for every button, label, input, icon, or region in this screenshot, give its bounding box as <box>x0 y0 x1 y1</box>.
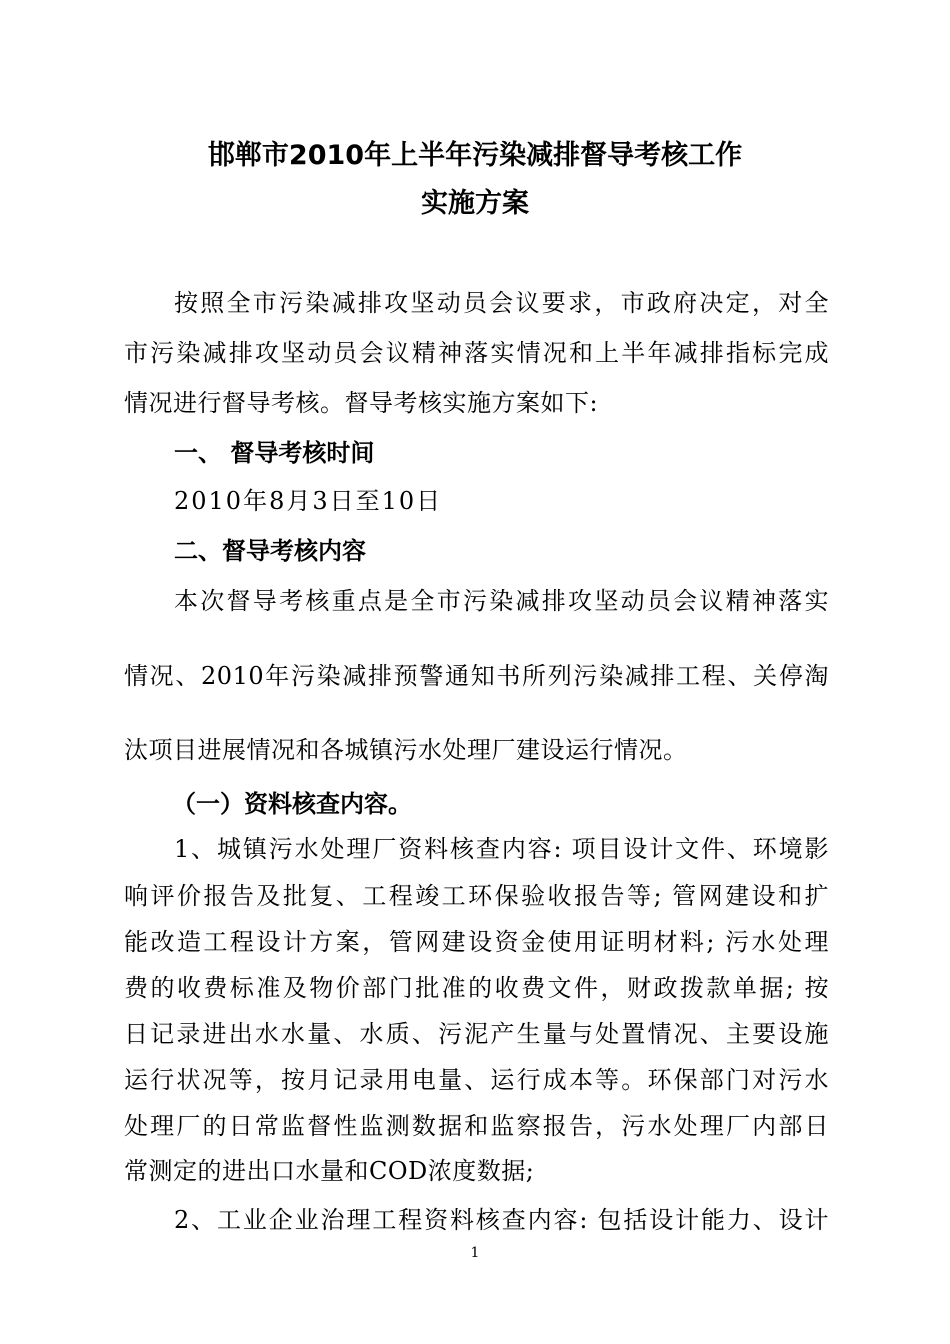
item-1-line: 费的收费标准及物价部门批准的收费文件，财政拨款单据; 按 <box>124 974 829 1002</box>
item-2-line: 2、工业企业治理工程资料核查内容: 包括设计能力、设计 <box>174 1206 829 1234</box>
intro-line: 市污染减排攻坚动员会议精神落实情况和上半年减排指标完成 <box>124 339 829 367</box>
section-1-heading: 一、 督导考核时间 <box>174 439 375 467</box>
subsection-1-heading: （一）资料核查内容。 <box>172 790 412 818</box>
page-number: 1 <box>470 1245 480 1261</box>
item-1-line: 响评价报告及批复、工程竣工环保验收报告等; 管网建设和扩 <box>124 882 829 910</box>
section-2-line: 情况、2010年污染减排预警通知书所列污染减排工程、关停淘 <box>124 662 829 690</box>
document-title-line-1: 邯郸市2010年上半年污染减排督导考核工作 <box>207 140 743 171</box>
section-1-text: 2010年8月3日至10日 <box>174 487 443 515</box>
item-1-line: 处理厂的日常监督性监测数据和监察报告，污水处理厂内部日 <box>124 1112 829 1140</box>
item-1-line: 常测定的进出口水量和COD浓度数据; <box>124 1157 535 1185</box>
section-2-line: 本次督导考核重点是全市污染减排攻坚动员会议精神落实 <box>174 587 829 615</box>
intro-line: 情况进行督导考核。督导考核实施方案如下: <box>124 389 599 417</box>
item-1-line: 运行状况等，按月记录用电量、运行成本等。环保部门对污水 <box>124 1066 829 1094</box>
item-1-line: 日记录进出水水量、水质、污泥产生量与处置情况、主要设施 <box>124 1020 829 1048</box>
document-title-line-2: 实施方案 <box>421 188 529 219</box>
item-1-line: 1、城镇污水处理厂资料核查内容: 项目设计文件、环境影 <box>174 835 829 863</box>
item-1-line: 能改造工程设计方案，管网建设资金使用证明材料; 污水处理 <box>124 928 829 956</box>
section-2-heading: 二、督导考核内容 <box>174 537 366 565</box>
section-2-line: 汰项目进展情况和各城镇污水处理厂建设运行情况。 <box>124 736 688 764</box>
intro-line: 按照全市污染减排攻坚动员会议要求，市政府决定，对全 <box>174 289 829 317</box>
